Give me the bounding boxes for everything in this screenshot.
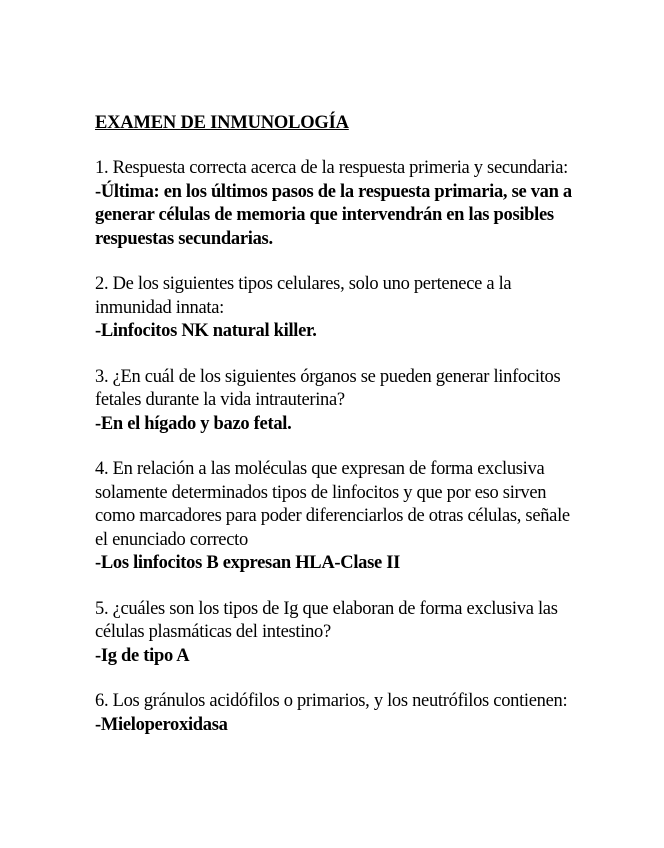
question-3: [95, 366, 575, 437]
document-page: [95, 109, 575, 759]
question-answer: -Los linfocitos B expresan HLA-Clase II: [95, 553, 401, 573]
question-2: [95, 273, 575, 344]
question-6: [95, 690, 575, 737]
question-5: [95, 598, 575, 669]
question-answer: -Última: en los últimos pasos de la respuesta primaria, se van a generar células de memoria que intervendrán en las posibles respuestas secundarias.: [95, 181, 572, 249]
question-answer: -Mieloperoxidasa: [95, 714, 228, 735]
question-text: 2. De los siguientes tipos celulares, solo uno pertenece a la inmunidad innata:: [95, 274, 512, 318]
question-4: [95, 458, 575, 576]
question-1: [95, 157, 575, 251]
question-text: 1. Respuesta correcta acerca de la respuesta primeria y secundaria:: [95, 158, 568, 178]
question-answer: -Ig de tipo A: [95, 645, 190, 666]
question-text: 3. ¿En cuál de los siguientes órganos se pueden generar linfocitos fetales durante la vida intrauterina?: [95, 366, 561, 410]
question-text: 4. En relación a las moléculas que expresan de forma exclusiva solamente determinados tipos de linfocitos y que por eso sirven como marcadores para poder diferenciarlos de otras células, señale el enunciado correcto: [95, 459, 570, 550]
document-title: EXAMEN DE INMUNOLOGÍA: [95, 113, 349, 133]
question-text: 5. ¿cuáles son los tipos de Ig que elaboran de forma exclusiva las células plasmáticas del intestino?: [95, 598, 558, 642]
question-answer: -En el hígado y bazo fetal.: [95, 413, 292, 434]
question-text: 6. Los gránulos acidófilos o primarios, y los neutrófilos contienen:: [95, 691, 568, 711]
question-answer: -Linfocitos NK natural killer.: [95, 321, 317, 341]
